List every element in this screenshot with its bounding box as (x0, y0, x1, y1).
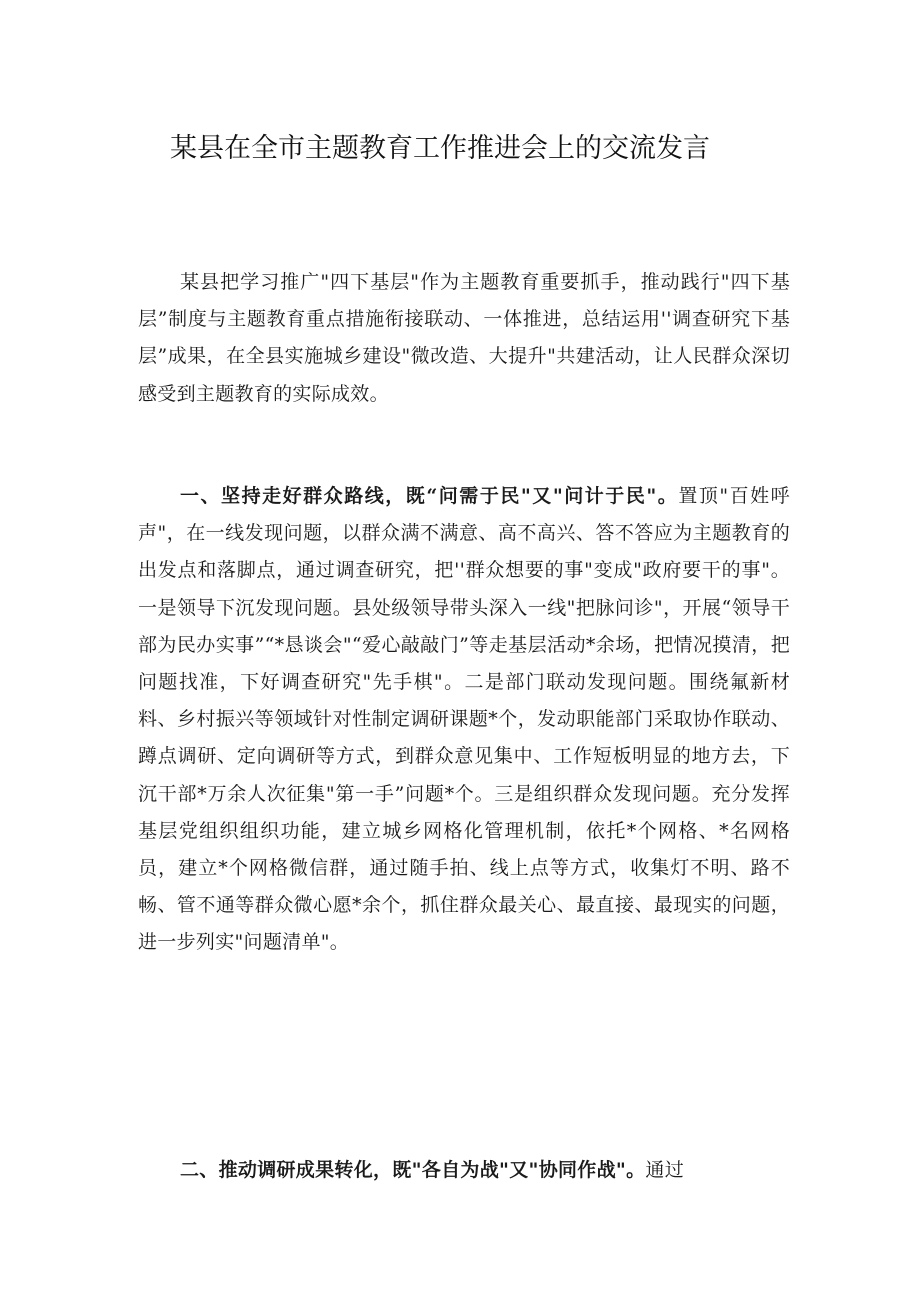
section-heading: 一、坚持走好群众路线，既“问需于民"又"问计于民"。 (180, 485, 679, 507)
section-heading: 二、推动调研成果转化，既"各自为战"又"协同作战"。 (180, 1159, 646, 1181)
paragraph-text: 置顶"百姓呼声"，在一线发现问题，以群众满不满意、高不高兴、答不答应为主题教育的出发点和落脚点，通过调查研究，把''群众想要的事"变成"政府要干的事"。一是领导下沉发现问题。县处级领导带头深入一线"把脉问诊"，开展“领导干部为民办实事”“*恳谈会"“爱心敲敲门”等走基层活动*余场，把情况摸清，把问题找准，下好调查研究"先手棋"。二是部门联动发现问题。围绕氟新材料、乡村振兴等领域针对性制定调研课题*个，发动职能部门采取协作联动、蹲点调研、定向调研等方式，到群众意见集中、工作短板明显的地方去，下沉干部*万余人次征集"第一手”问题*个。三是组织群众发现问题。充分发挥基层党组织组织功能，建立城乡网格化管理机制，依托*个网格、*名网格员，建立*个网格微信群，通过随手拍、线上点等方式，收集灯不明、路不畅、管不通等群众微心愿*余个，抓住群众最关心、最直接、最现实的问题，进一步列实"问题清单"。 (138, 485, 790, 954)
paragraph-text: 某县把学习推广"四下基层"作为主题教育重要抓手，推动践行"四下基层”制度与主题教育重点措施衔接联动、一体推进，总结运用''调查研究下基层”成果，在全县实施城乡建设"微改造、大提升"共建活动，让人民群众深切感受到主题教育的实际成效。 (138, 271, 790, 405)
document-title: 某县在全市主题教育工作推进会上的交流发言 (170, 133, 710, 164)
paragraph-text: 通过 (645, 1159, 685, 1181)
intro-paragraph (138, 264, 790, 413)
section-two-paragraph (138, 1152, 790, 1189)
section-one-paragraph (138, 478, 790, 962)
